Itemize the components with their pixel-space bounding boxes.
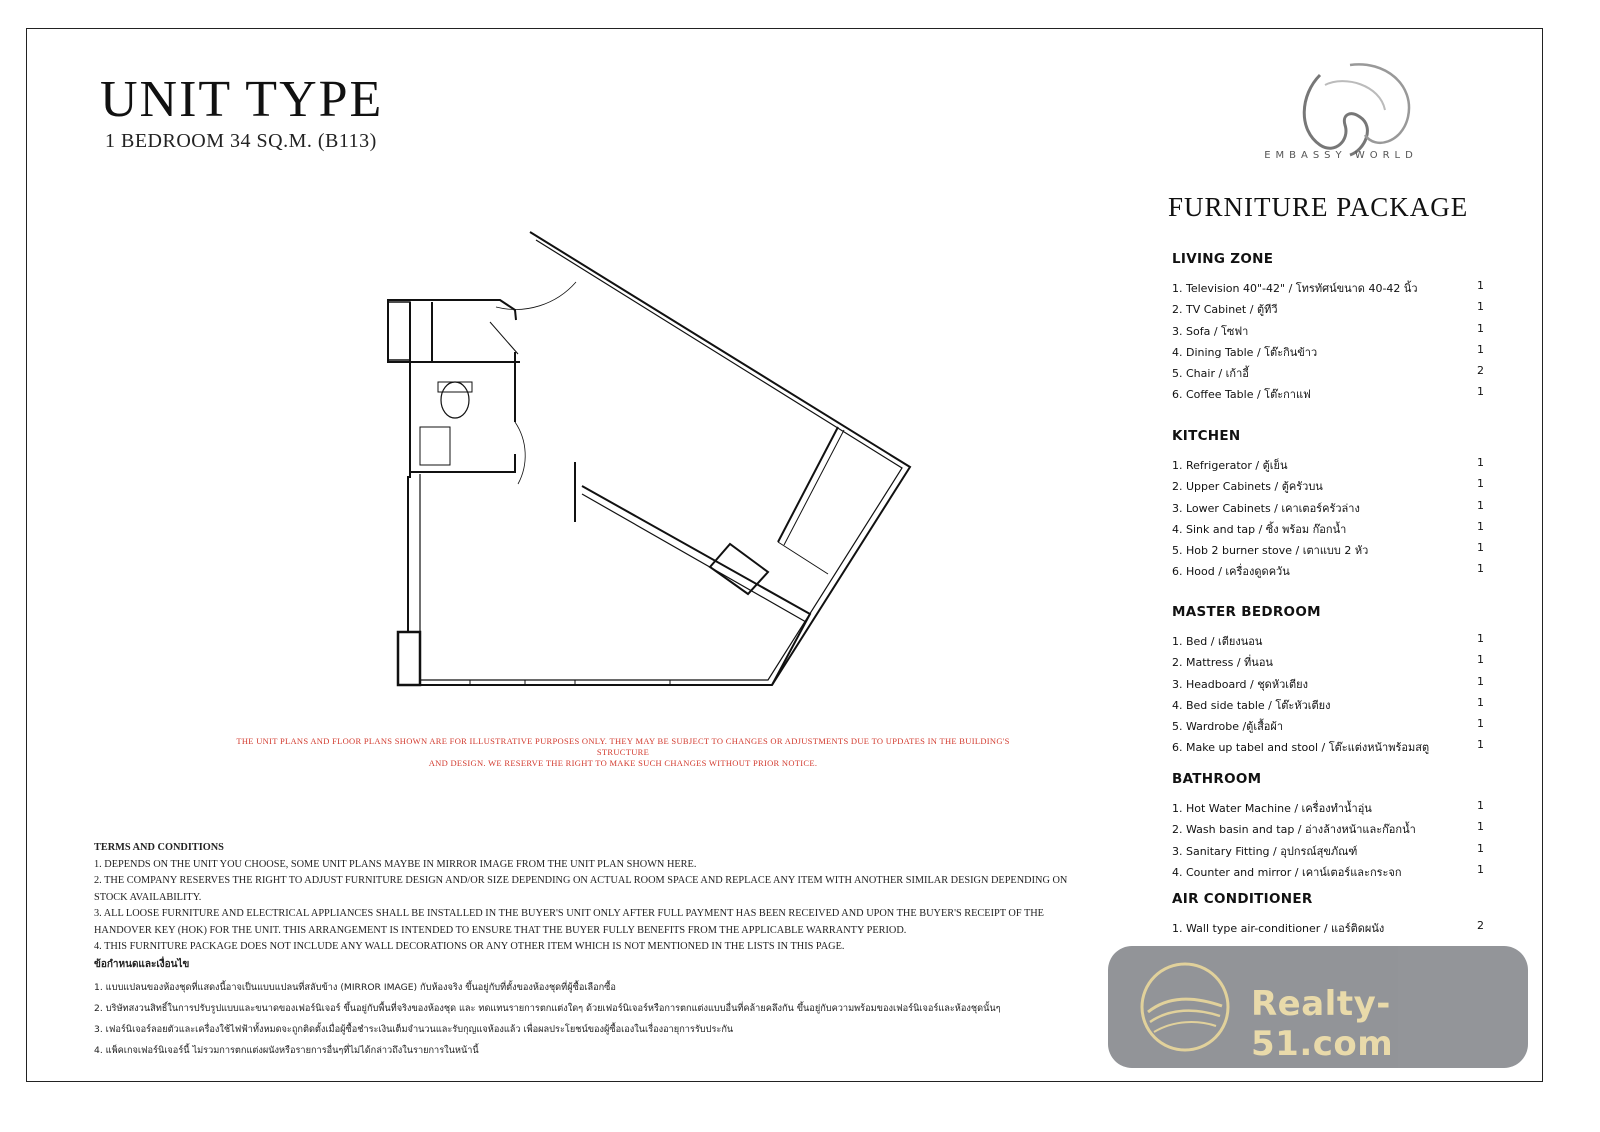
list-item <box>1172 738 1502 759</box>
item-label: 5. Hob 2 burner stove / เตาแบบ 2 หัว <box>1172 544 1369 558</box>
item-label: 4. Sink and tap / ซิ้ง พร้อม ก๊อกน้ำ <box>1172 522 1347 536</box>
item-qty: 2 <box>1477 919 1484 932</box>
item-label: 3. Sanitary Fitting / อุปกรณ์สุขภัณฑ์ <box>1172 844 1358 858</box>
thai-terms <box>94 957 1124 1064</box>
item-label: 3. Headboard / ชุดหัวเตียง <box>1172 677 1308 691</box>
item-label: 6. Hood / เครื่องดูดควัน <box>1172 565 1290 579</box>
item-label: 2. Mattress / ที่นอน <box>1172 656 1273 670</box>
item-qty: 2 <box>1477 364 1484 378</box>
item-label: 5. Chair / เก้าอี้ <box>1172 367 1249 381</box>
item-qty: 1 <box>1477 695 1484 709</box>
thai-terms-item: 2. บริษัทสงวนสิทธิ์ในการปรับรูปแบบและขนาดของเฟอร์นิเจอร์ ขึ้นอยู่กับพื้นที่จริงของห้องชุด และ ทดแทนรายการตกแต่งใดๆ ด้วยเฟอร์นิเจอร์หรือการตกแต่งแบบอื่นที่คล้ายคลึงกัน ขึ้นอยู่กับความพร้อมของเฟอร์นิเจอร์และห้องชุดนั้นๆ <box>94 1003 1001 1014</box>
list-item <box>1172 520 1502 541</box>
zone-bathroom <box>1172 771 1502 884</box>
item-label: 6. Make up tabel and stool / โต๊ะแต่งหน้าพร้อมสตู <box>1172 741 1430 755</box>
watermark-text: Realty-51.com <box>1251 984 1394 1064</box>
zone-master-bedroom <box>1172 604 1502 760</box>
list-item <box>1172 456 1502 477</box>
item-label: 2. Wash basin and tap / อ่างล้างหน้าและก๊อกน้ำ <box>1172 823 1416 837</box>
item-qty: 1 <box>1477 300 1484 314</box>
list-item <box>1172 300 1502 321</box>
terms-item: 2. THE COMPANY RESERVES THE RIGHT TO ADJUST FURNITURE DESIGN AND/OR SIZE DEPENDING ON ACTUAL ROOM SPACE AND REPLACE ANY ITEM WITH ANOTHER SIMILAR DESIGN DEPENDING ON STOCK AVAILABILITY. <box>94 875 1068 903</box>
item-label: 5. Wardrobe /ตู้เสื้อผ้า <box>1172 720 1284 734</box>
terms-item: 3. ALL LOOSE FURNITURE AND ELECTRICAL APPLIANCES SHALL BE INSTALLED IN THE BUYER'S UNIT ONLY AFTER FULL PAYMENT HAS BEEN RECEIVED AND UPON THE BUYER'S RECEIPT OF THE HANDOVER KEY (HOK) FOR THE UNIT. THIS ARRANGEMENT IS INTENDED TO ENSURE THAT THE BUYER FULLY BENEFITS FROM THE APPLICABLE WARRANTY PERIOD. <box>94 908 1044 936</box>
terms-item: 1. DEPENDS ON THE UNIT YOU CHOOSE, SOME UNIT PLANS MAYBE IN MIRROR IMAGE FROM THE UNIT PLAN SHOWN HERE. <box>94 858 697 870</box>
disclaimer-line: AND DESIGN. WE RESERVE THE RIGHT TO MAKE SUCH CHANGES WITHOUT PRIOR NOTICE. <box>428 758 818 768</box>
zone-heading: LIVING ZONE <box>1172 251 1274 267</box>
list-item <box>1172 632 1502 653</box>
terms-heading: TERMS AND CONDITIONS <box>94 842 224 853</box>
item-label: 2. TV Cabinet / ตู้ทีวี <box>1172 303 1278 317</box>
item-label: 4. Bed side table / โต๊ะหัวเตียง <box>1172 698 1331 712</box>
zone-living <box>1172 251 1502 407</box>
item-qty: 1 <box>1477 653 1484 667</box>
zone-heading: MASTER BEDROOM <box>1172 604 1321 620</box>
list-item <box>1172 541 1502 562</box>
item-qty: 1 <box>1477 279 1484 292</box>
realty-watermark <box>1108 946 1528 1068</box>
item-qty: 1 <box>1477 385 1484 399</box>
list-item <box>1172 322 1502 343</box>
zone-kitchen <box>1172 428 1502 584</box>
item-label: 1. Refrigerator / ตู้เย็น <box>1172 459 1288 472</box>
item-qty: 1 <box>1477 717 1484 731</box>
item-qty: 1 <box>1477 477 1484 491</box>
thai-terms-item: 3. เฟอร์นิเจอร์ลอยตัวและเครื่องใช้ไฟฟ้าทั้งหมดจะถูกติดตั้งเมื่อผู้ซื้อชำระเงินเต็มจำนวนและรับกุญแจห้องแล้ว เพื่อผลประโยชน์ของผู้ซื้อเองในเรื่องอายุการรับประกัน <box>94 1024 734 1035</box>
item-qty: 1 <box>1477 632 1484 645</box>
zone-heading: KITCHEN <box>1172 428 1241 444</box>
list-item <box>1172 562 1502 583</box>
unit-subtitle: 1 BEDROOM 34 SQ.M. (B113) <box>105 130 377 152</box>
thai-terms-heading: ข้อกำหนดและเงื่อนไข <box>94 959 190 970</box>
list-item <box>1172 279 1502 300</box>
list-item <box>1172 343 1502 364</box>
item-qty: 1 <box>1477 321 1484 335</box>
item-qty: 1 <box>1477 674 1484 688</box>
item-qty: 1 <box>1477 456 1484 469</box>
item-label: 3. Lower Cabinets / เคาเตอร์ครัวล่าง <box>1172 501 1360 515</box>
item-label: 1. Hot Water Machine / เครื่องทำน้ำอุ่น <box>1172 802 1372 815</box>
item-qty: 1 <box>1477 738 1484 752</box>
item-qty: 1 <box>1477 519 1484 533</box>
item-label: 3. Sofa / โซฟา <box>1172 324 1249 338</box>
list-item <box>1172 385 1502 406</box>
item-qty: 1 <box>1477 799 1484 812</box>
terms-and-conditions <box>94 840 1124 956</box>
item-qty: 1 <box>1477 342 1484 356</box>
list-item <box>1172 863 1502 884</box>
list-item <box>1172 364 1502 385</box>
zone-air-conditioner <box>1172 891 1502 940</box>
list-item <box>1172 799 1502 820</box>
brand-name: EMBASSY WORLD <box>1264 150 1418 161</box>
item-qty: 1 <box>1477 541 1484 555</box>
floor-plan <box>370 222 930 702</box>
list-item <box>1172 675 1502 696</box>
zone-heading: BATHROOM <box>1172 771 1262 787</box>
page-title: UNIT TYPE <box>100 71 384 128</box>
furniture-package-title: FURNITURE PACKAGE <box>1168 192 1469 222</box>
list-item <box>1172 477 1502 498</box>
list-item <box>1172 919 1502 940</box>
thai-terms-item: 1. แบบแปลนของห้องชุดที่แสดงนี้อาจเป็นแบบแปลนที่สลับข้าง (MIRROR IMAGE) กับห้องจริง ขึ้นอยู่กับที่ตั้งของห้องชุดที่ผู้ซื้อเลือกซื้อ <box>94 982 616 993</box>
zone-heading: AIR CONDITIONER <box>1172 891 1313 907</box>
item-qty: 1 <box>1477 562 1484 576</box>
item-label: 1. Television 40"-42" / โทรทัศน์ขนาด 40-42 นิ้ว <box>1172 282 1418 295</box>
item-qty: 1 <box>1477 862 1484 876</box>
disclaimer-line: THE UNIT PLANS AND FLOOR PLANS SHOWN ARE FOR ILLUSTRATIVE PURPOSES ONLY. THEY MAY BE SUBJECT TO CHANGES OR ADJUSTMENTS DUE TO UPDATES IN THE BUILDING'S STRUCTURE <box>236 736 1010 757</box>
list-item <box>1172 717 1502 738</box>
item-label: 1. Wall type air-conditioner / แอร์ติดผนัง <box>1172 922 1385 935</box>
list-item <box>1172 653 1502 674</box>
item-label: 4. Counter and mirror / เคาน์เตอร์และกระจก <box>1172 865 1402 879</box>
terms-item: 4. THIS FURNITURE PACKAGE DOES NOT INCLUDE ANY WALL DECORATIONS OR ANY OTHER ITEM WHICH IS NOT MENTIONED IN THE LISTS IN THIS PAGE. <box>94 941 845 952</box>
item-label: 6. Coffee Table / โต๊ะกาแฟ <box>1172 388 1311 402</box>
thai-terms-item: 4. แพ็คเกจเฟอร์นิเจอร์นี้ ไม่รวมการตกแต่งผนังหรือรายการอื่นๆที่ไม่ได้กล่าวถึงในรายการในหน้านี้ <box>94 1045 479 1056</box>
list-item <box>1172 499 1502 520</box>
item-qty: 1 <box>1477 841 1484 855</box>
item-label: 1. Bed / เตียงนอน <box>1172 635 1263 648</box>
plan-disclaimer <box>228 736 1018 769</box>
item-label: 4. Dining Table / โต๊ะกินข้าว <box>1172 345 1318 359</box>
list-item <box>1172 696 1502 717</box>
list-item <box>1172 842 1502 863</box>
item-qty: 1 <box>1477 820 1484 834</box>
item-qty: 1 <box>1477 498 1484 512</box>
realty-logo-icon <box>1138 960 1232 1054</box>
item-label: 2. Upper Cabinets / ตู้ครัวบน <box>1172 480 1323 494</box>
list-item <box>1172 820 1502 841</box>
